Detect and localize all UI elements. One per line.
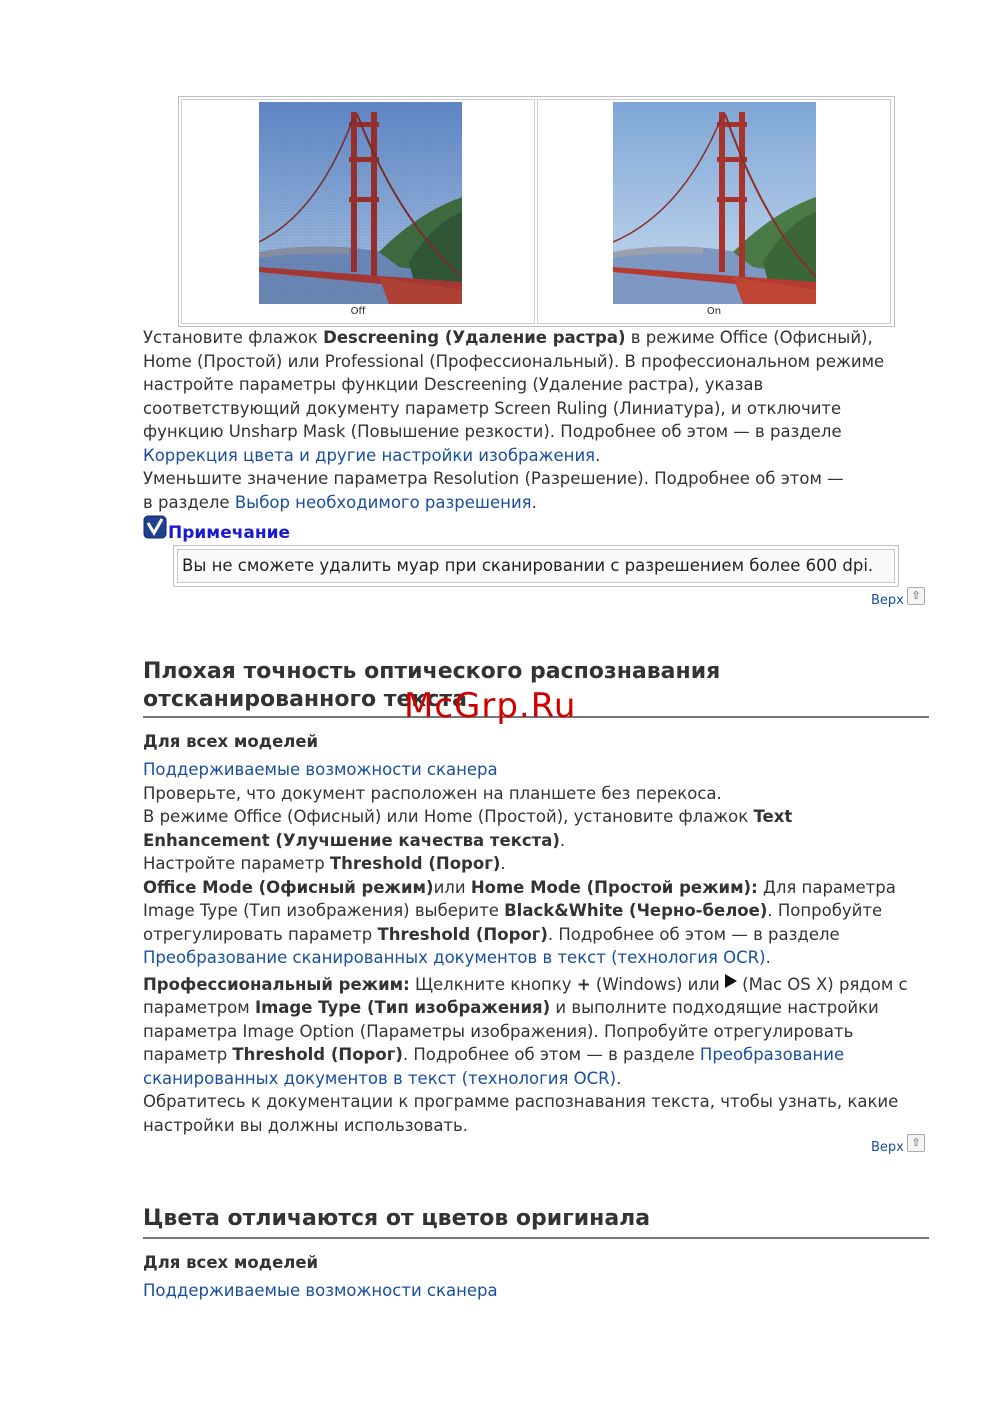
back-to-top-link-1[interactable]: Верх: [871, 593, 904, 608]
subhead-all-models: Для всех моделей: [143, 1253, 319, 1272]
bold-text: Text: [753, 807, 793, 826]
text: В режиме Office (Офисный) или Home (Простой), установите флажок: [143, 807, 754, 826]
section-title: Цвета отличаются от цветов оригинала: [143, 1206, 651, 1231]
text-line: настройки вы должны использовать.: [143, 1115, 469, 1135]
text: и выполните подходящие настройки: [550, 998, 879, 1017]
link-resolution[interactable]: Выбор необходимого разрешения: [234, 492, 532, 512]
text-line: Уменьшите значение параметра Resolution (Разрешение). Подробнее об этом —: [143, 469, 844, 488]
link-supported-features[interactable]: Поддерживаемые возможности сканера: [143, 760, 498, 779]
note-box: [173, 545, 899, 587]
note-text: Вы не сможете удалить муар при сканировании с разрешением более 600 dpi.: [177, 549, 895, 583]
section-color-heading: [143, 1205, 929, 1233]
text: Настройте параметр: [143, 854, 330, 873]
caption-on: On: [706, 306, 722, 317]
paragraph-descreening: [143, 326, 943, 514]
checkmark-note-icon: [143, 515, 167, 539]
arrow-up-icon[interactable]: ⇧: [907, 587, 925, 605]
text: (Mac OS X) рядом с: [736, 974, 908, 994]
text: Для параметра: [757, 877, 896, 897]
bold-text: Threshold (Порог): [377, 924, 548, 944]
caption-off: Off: [350, 306, 366, 317]
link-supported-features-2[interactable]: Поддерживаемые возможности сканера: [143, 1281, 498, 1300]
bold-text: Home Mode (Простой режим):: [470, 877, 758, 897]
bold-text: Enhancement (Улучшение качества текста): [143, 830, 560, 850]
triangle-right-icon: [725, 974, 737, 988]
bold-text: Descreening (Удаление растра): [323, 328, 626, 347]
text-line: Проверьте, что документ расположен на планшете без перекоса.: [143, 783, 722, 803]
figure-panel-off: [181, 99, 535, 324]
watermark: McGrp.Ru: [404, 686, 577, 726]
text: отрегулировать параметр: [143, 924, 378, 944]
text: Щелкните кнопку: [409, 974, 577, 994]
link-color-correction[interactable]: Коррекция цвета и другие настройки изображения: [143, 445, 596, 465]
link-ocr-conversion-2[interactable]: Преобразование: [699, 1045, 845, 1064]
text-line: Обратитесь к документации к программе распознавания текста, чтобы узнать, какие: [143, 1092, 899, 1111]
text-line: функцию Unsharp Mask (Повышение резкости). Подробнее об этом — в разделе: [143, 422, 842, 441]
text: .: [559, 830, 566, 850]
bridge-photo-off: [259, 102, 462, 304]
text: (Windows) или: [590, 974, 725, 994]
bold-text: Image Type (Тип изображения): [254, 998, 551, 1017]
text: или: [433, 877, 471, 897]
plus-button-label: +: [576, 974, 591, 994]
bold-text: Black&White (Черно-белое): [504, 901, 768, 920]
text: Image Type (Тип изображения) выберите: [143, 901, 505, 920]
text-line: параметра Image Option (Параметры изображения). Попробуйте отрегулировать: [143, 1021, 854, 1041]
section3-body: [143, 1279, 498, 1303]
text: .: [765, 948, 771, 967]
bridge-photo-on: [613, 102, 816, 304]
text: в режиме Office (Офисный),: [625, 328, 873, 347]
heading-rule: [143, 1237, 929, 1239]
section-title-line-2: отсканированного текста: [143, 687, 467, 712]
back-to-top-link-2[interactable]: Верх: [871, 1140, 904, 1155]
text-line: Home (Простой) или Professional (Профессиональный). В профессиональном режиме: [143, 351, 885, 371]
text: . Попробуйте: [767, 901, 883, 920]
text-line: соответствующий документу параметр Screen Ruling (Линиатура), и отключите: [143, 398, 842, 418]
text: Установите флажок: [143, 328, 324, 347]
section-title-line-1: Плохая точность оптического распознавания: [143, 659, 721, 684]
text: параметром: [143, 998, 255, 1017]
text: . Подробнее об этом — в разделе: [547, 924, 840, 944]
link-ocr-conversion[interactable]: Преобразование сканированных документов в текст (технология OCR): [143, 948, 766, 967]
text: .: [595, 445, 601, 465]
text: в разделе: [143, 492, 235, 512]
arrow-up-icon[interactable]: ⇧: [907, 1134, 925, 1152]
figure-panel-on: [537, 99, 891, 324]
bold-text: Office Mode (Офисный режим): [143, 877, 434, 897]
bold-text: Профессиональный режим:: [143, 974, 410, 994]
text: . Подробнее об этом — в разделе: [402, 1045, 700, 1064]
descreening-figure: [178, 96, 895, 327]
bold-text: Threshold (Порог): [329, 854, 501, 873]
subhead-all-models: Для всех моделей: [143, 732, 319, 751]
text-line: настройте параметры функции Descreening (Удаление растра), указав: [143, 375, 764, 394]
note-title: Примечание: [168, 523, 291, 543]
ocr-body: [143, 758, 943, 1137]
text: .: [500, 854, 506, 873]
text: параметр: [143, 1045, 233, 1064]
link-ocr-conversion-2-cont[interactable]: сканированных документов в текст (технология OCR): [143, 1068, 617, 1088]
bold-text: Threshold (Порог): [232, 1045, 403, 1064]
text: .: [531, 492, 537, 512]
text: .: [616, 1068, 622, 1088]
